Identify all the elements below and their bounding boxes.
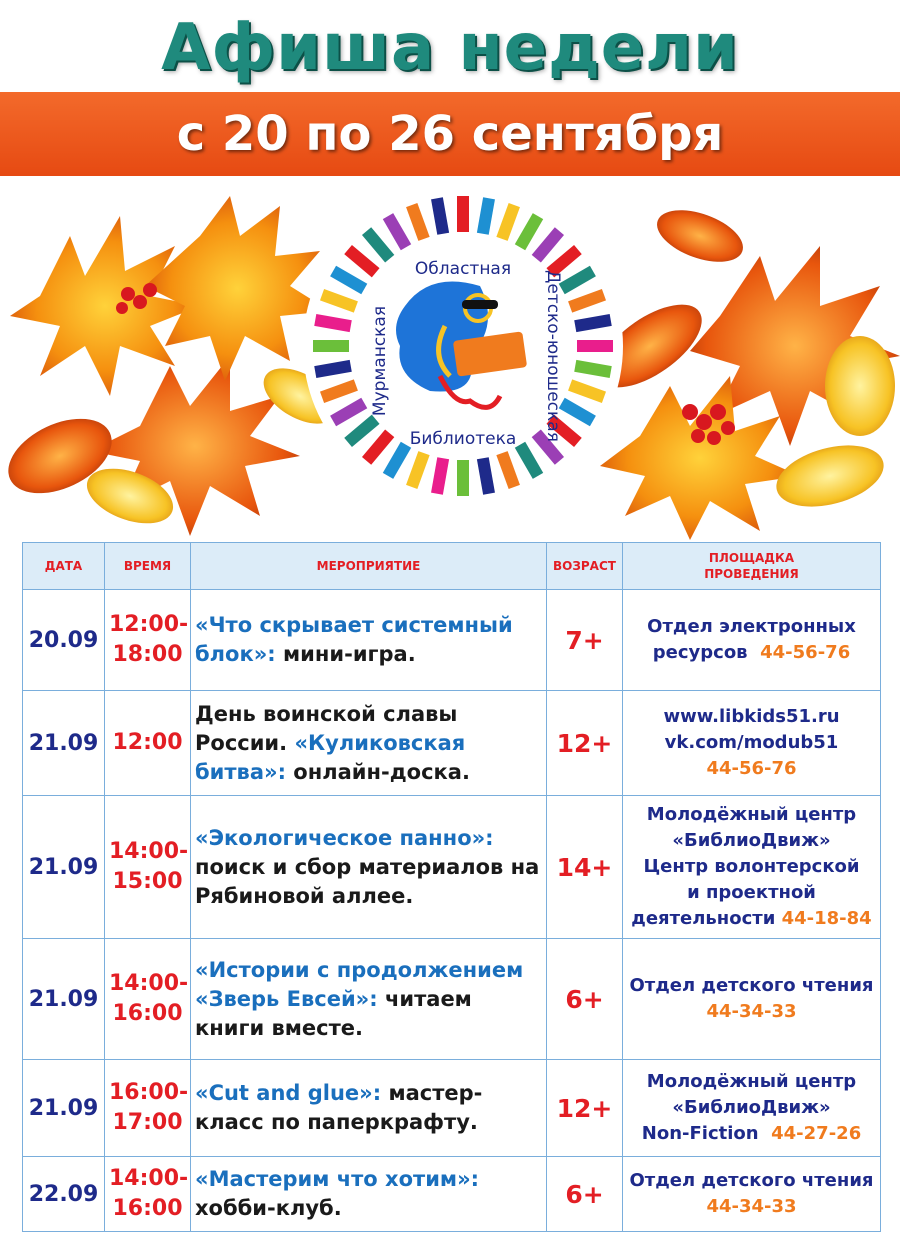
table-row <box>23 1157 881 1232</box>
event-age: 14+ <box>547 796 623 939</box>
poster-title: Афиша недели <box>161 11 739 85</box>
venue-phone: 44-56-76 <box>760 642 851 663</box>
event-time: 12:00- 18:00 <box>105 590 191 691</box>
venue-phone: 44-18-84 <box>781 908 872 929</box>
event-time: 14:00- 16:00 <box>105 939 191 1060</box>
event-venue: Отдел электронных ресурсов 44-56-76 <box>623 590 881 691</box>
autumn-leaves-illustration <box>0 176 900 540</box>
event-date: 20.09 <box>23 590 105 691</box>
table-header-row <box>23 543 881 590</box>
event-description: «Cut and glue»: мастер-класс по паперкрафту. <box>191 1060 547 1157</box>
event-venue: Молодёжный центр «БиблиоДвиж» Центр волонтерской и проектной деятельности 44-18-84 <box>623 796 881 939</box>
logo-top-text: Областная <box>414 259 512 279</box>
event-description: День воинской славы России. «Куликовская битва»: онлайн-доска. <box>191 691 547 796</box>
left-leaves <box>0 196 346 536</box>
event-time: 16:00- 17:00 <box>105 1060 191 1157</box>
event-date: 21.09 <box>23 939 105 1060</box>
venue-link[interactable]: www.libkids51.ru <box>663 706 840 727</box>
event-age: 12+ <box>547 691 623 796</box>
header-age: ВОЗРАСТ <box>547 543 623 590</box>
event-venue: Отдел детского чтения 44-34-33 <box>623 1157 881 1232</box>
date-range-banner: с 20 по 26 сентября <box>0 92 900 176</box>
event-date: 21.09 <box>23 1060 105 1157</box>
events-table <box>22 542 881 1232</box>
venue-phone: 44-27-26 <box>771 1123 862 1144</box>
autumn-art <box>0 176 900 540</box>
venue-phone: 44-56-76 <box>706 758 797 779</box>
event-time: 14:00- 15:00 <box>105 796 191 939</box>
table-row <box>23 1060 881 1157</box>
logo-left-text: Мурманская <box>370 305 390 417</box>
event-venue: Отдел детского чтения 44-34-33 <box>623 939 881 1060</box>
event-age: 12+ <box>547 1060 623 1157</box>
logo-bottom-text: Библиотека <box>409 429 517 449</box>
event-time: 14:00- 16:00 <box>105 1157 191 1232</box>
event-age: 6+ <box>547 1157 623 1232</box>
event-description: «Истории с продолжением «Зверь Евсей»: читаем книги вместе. <box>191 939 547 1060</box>
header-event: МЕРОПРИЯТИЕ <box>191 543 547 590</box>
logo-right-text: Детско-юношеская <box>543 270 563 442</box>
header-venue: ПЛОЩАДКА ПРОВЕДЕНИЯ <box>623 543 881 590</box>
event-date: 22.09 <box>23 1157 105 1232</box>
right-leaves <box>585 200 900 540</box>
table-row <box>23 590 881 691</box>
venue-link[interactable]: vk.com/modub51 <box>664 732 839 753</box>
header-time: ВРЕМЯ <box>105 543 191 590</box>
venue-phone: 44-34-33 <box>706 1001 797 1022</box>
table-row <box>23 939 881 1060</box>
event-time: 12:00 <box>105 691 191 796</box>
event-description: «Мастерим что хотим»: хобби-клуб. <box>191 1157 547 1232</box>
venue-phone: 44-34-33 <box>706 1196 797 1217</box>
event-venue: Молодёжный центр «БиблиоДвиж» Non-Fiction 44-27-26 <box>623 1060 881 1157</box>
event-description: «Что скрывает системный блок»: мини-игра. <box>191 590 547 691</box>
event-age: 7+ <box>547 590 623 691</box>
event-date: 21.09 <box>23 796 105 939</box>
event-date: 21.09 <box>23 691 105 796</box>
event-venue <box>623 691 881 796</box>
table-row <box>23 796 881 939</box>
library-logo <box>303 186 623 506</box>
event-age: 6+ <box>547 939 623 1060</box>
header-date: ДАТА <box>23 543 105 590</box>
table-row <box>23 691 881 796</box>
event-description: «Экологическое панно»: поиск и сбор материалов на Рябиновой аллее. <box>191 796 547 939</box>
